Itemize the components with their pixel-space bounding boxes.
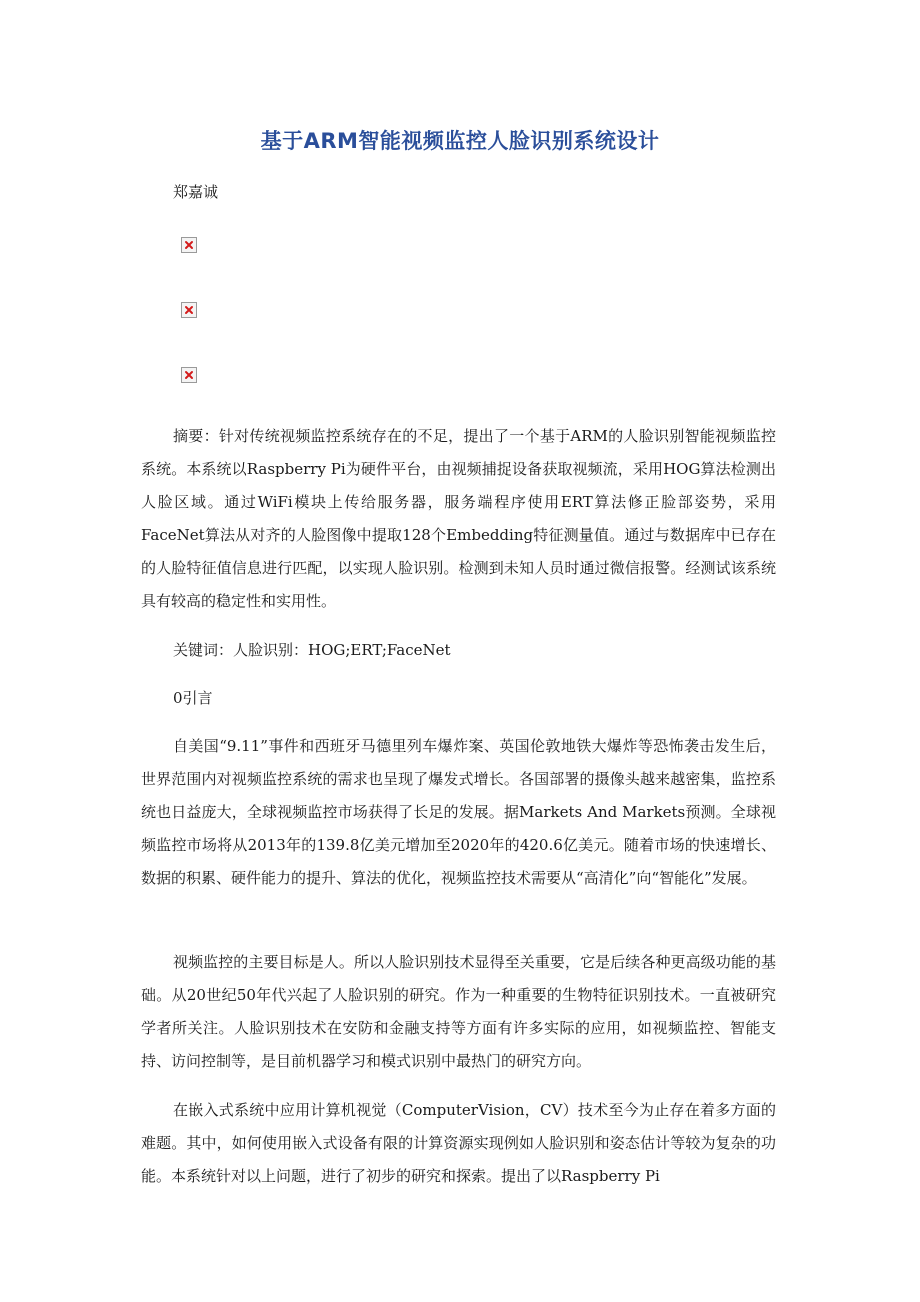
- author-name: 郑嘉诚: [173, 183, 219, 201]
- keywords-line: 关键词：人脸识别：HOG;ERT;FaceNet: [173, 641, 451, 659]
- broken-image-icon: [181, 367, 197, 383]
- broken-image-icon: [181, 237, 197, 253]
- body-paragraph: 视频监控的主要目标是人。所以人脸识别技术显得至关重要，它是后续各种更高级功能的基础。从20世纪50年代兴起了人脸识别的研究。作为一种重要的生物特征识别技术。一直被研究学者所关注。人脸识别技术在安防和金融支持等方面有许多实际的应用，如视频监控、智能支持、访问控制等，是目前机器学习和模式识别中最热门的研究方向。: [141, 953, 776, 1070]
- section-heading: 0引言: [173, 689, 213, 707]
- body-paragraph: 在嵌入式系统中应用计算机视觉（ComputerVision，CV）技术至今为止存在着多方面的难题。其中，如何使用嵌入式设备有限的计算资源实现例如人脸识别和姿态估计等较为复杂的功能。本系统针对以上问题，进行了初步的研究和探索。提出了以Raspberry Pi: [141, 1101, 776, 1185]
- body-paragraph: 自美国“9.11”事件和西班牙马德里列车爆炸案、英国伦敦地铁大爆炸等恐怖袭击发生后，世界范围内对视频监控系统的需求也呈现了爆发式增长。各国部署的摄像头越来越密集，监控系统也日益庞大，全球视频监控市场获得了长足的发展。据Markets And Markets预测。全球视频监控市场将从2013年的139.8亿美元增加至2020年的420.6亿美元。随着市场的快速增长、数据的积累、硬件能力的提升、算法的优化，视频监控技术需要从“高清化”向“智能化”发展。: [141, 737, 776, 887]
- abstract-paragraph: 摘要：针对传统视频监控系统存在的不足，提出了一个基于ARM的人脸识别智能视频监控系统。本系统以Raspberry Pi为硬件平台，由视频捕捉设备获取视频流，采用HOG算法检测出人脸区域。通过WiFi模块上传给服务器，服务端程序使用ERT算法修正脸部姿势，采用FaceNet算法从对齐的人脸图像中提取128个Embedding特征测量值。通过与数据库中已存在的人脸特征值信息进行匹配，以实现人脸识别。检测到未知人员时通过微信报警。经测试该系统具有较高的稳定性和实用性。: [141, 427, 776, 610]
- broken-image-icon: [181, 302, 197, 318]
- document-title: 基于ARM智能视频监控人脸识别系统设计: [260, 129, 660, 153]
